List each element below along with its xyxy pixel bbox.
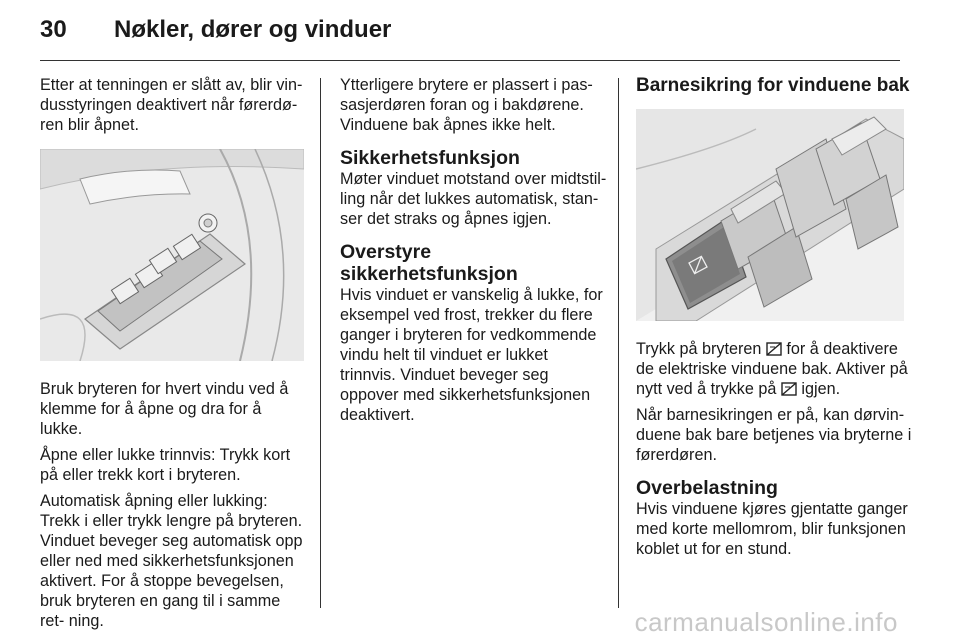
safety-function-text: Møter vinduet motstand over midtstil- ling når det lukkes automatisk, stan- ser det straks og åpnes igjen.: [340, 170, 607, 228]
column-3: [636, 75, 918, 565]
column-divider-2: [618, 78, 619, 608]
override-safety-heading: Overstyre sikkerhetsfunksjon: [340, 241, 518, 285]
page-header: [0, 0, 960, 62]
chapter-title: Nøkler, dører og vinduer: [114, 16, 392, 43]
child-lock-text-2: for å deaktivere de elektriske vinduene bak. Aktiver på nytt ved å trykke på: [636, 340, 908, 398]
column-2: [340, 75, 608, 431]
child-lock-text-3: igjen.: [801, 380, 841, 398]
column-divider-1: [320, 78, 321, 608]
child-lock-icon: [766, 342, 782, 356]
safety-function-heading: Sikkerhetsfunksjon: [340, 147, 520, 169]
child-lock-switch-illustration: [636, 109, 904, 321]
col1-paragraph-1: Bruk bryteren for hvert vindu ved å klemme for å åpne og dra for å lukke.: [40, 380, 289, 438]
page-number: 30: [40, 16, 67, 43]
overload-heading: Overbelastning: [636, 477, 778, 499]
column-1: [40, 75, 306, 637]
child-lock-text-1: Trykk på bryteren: [636, 340, 762, 358]
col1-intro: Etter at tenningen er slått av, blir vin- dusstyringen deaktivert når førerdø- ren blir åpnet.: [40, 76, 303, 134]
driver-door-switch-illustration: [40, 149, 304, 361]
child-lock-icon: [781, 382, 797, 396]
child-lock-paragraph-2: Når barnesikringen er på, kan dørvin- duene bak bare betjenes via bryterne i førerdøren.: [636, 406, 912, 464]
col2-intro: Ytterligere brytere er plassert i pas- sasjerdøren foran og i bakdørene. Vinduene bak åpnes ikke helt.: [340, 76, 593, 134]
header-divider: [40, 60, 900, 61]
child-lock-instructions: [636, 339, 918, 399]
col1-paragraph-3: Automatisk åpning eller lukking: Trekk i eller trykk lengre på bryteren. Vinduet beveger seg automatisk opp eller ned med sikkerhetsfunksjonen aktivert. For å stoppe bevegelsen, bruk bryteren en gang til i samme ret- ning.: [40, 492, 303, 630]
overload-text: Hvis vinduene kjøres gjentatte ganger med korte mellomrom, blir funksjonen koblet ut for en stund.: [636, 500, 908, 558]
override-safety-text: Hvis vinduet er vanskelig å lukke, for eksempel ved frost, trekker du flere ganger i bryteren for vedkommende vindu helt til vinduet er lukket trinnvis. Vinduet beveger seg oppover med sikkerhetsfunksjonen deaktivert.: [340, 286, 603, 424]
watermark: carmanualsonline.info: [634, 607, 898, 637]
child-lock-heading: Barnesikring for vinduene bak: [636, 75, 910, 96]
col1-paragraph-2: Åpne eller lukke trinnvis: Trykk kort på eller trekk kort i bryteren.: [40, 446, 291, 484]
